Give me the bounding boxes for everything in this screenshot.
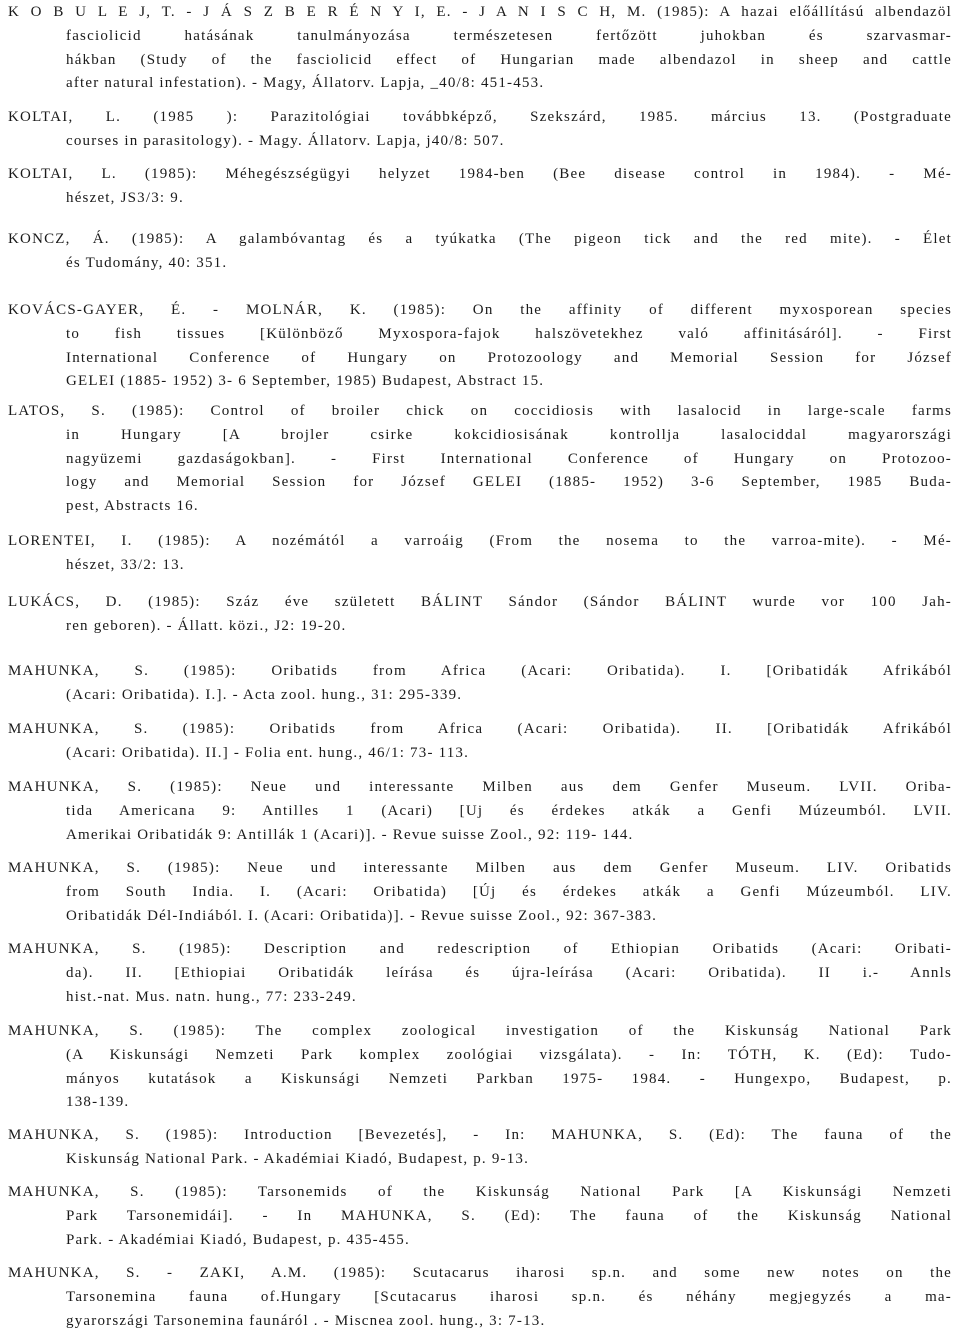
entry-continuation-line: és Tudomány, 40: 351. [66, 254, 228, 271]
entry-continuation-line: Oribatidák Dél-Indiából. I. (Acari: Oribatida)]. - Revue suisse Zool., 92: 367-383. [66, 907, 658, 924]
entry-continuation-line: tida Americana 9: Antilles 1 (Acari) [Uj és érdekes atkák a Genfi Múzeumból. LVII. [66, 802, 952, 819]
entry-heading-line: LUKÁCS, D. (1985): Száz éve született BÁLINT Sándor (Sándor BÁLINT wurde vor 100 Jah- [8, 594, 952, 610]
bibliography-entry [8, 1124, 952, 1172]
bibliography-entry [8, 1262, 952, 1333]
entry-heading-line: KONCZ, Á. (1985): A galambóvantag és a tyúkatka (The pigeon tick and the red mite). - Élet [8, 231, 952, 247]
bibliography-entry [8, 1, 952, 96]
entry-continuation-line: Amerikai Oribatidák 9: Antillák 1 (Acari)]. - Revue suisse Zool., 92: 119- 144. [66, 826, 634, 843]
entry-continuation-line: fasciolicid hatásának tanulmányozása természetesen fertőzött juhokban és szarvasmar- [66, 27, 952, 44]
entry-heading-line: MAHUNKA, S. (1985): Neue und interessante Milben aus dem Genfer Museum. LIV. Oribatids [8, 860, 952, 876]
bibliography-entry [8, 1020, 952, 1115]
entry-continuation-line: hákban (Study of the fasciolicid effect of Hungarian made albendazol in sheep and cattle [66, 51, 952, 68]
bibliography-entry [8, 660, 952, 708]
entry-continuation-line: hészet, JS3/3: 9. [66, 189, 184, 206]
entry-heading-line: MAHUNKA, S. - ZAKI, A.M. (1985): Scutacarus iharosi sp.n. and some new notes on the [8, 1265, 952, 1281]
entry-heading-line: K O B U L E J, T. - J Á S Z B E R É N Y I, E. - J A N I S C H, M. (1985): A hazai előállítású albendazöl [8, 4, 952, 20]
entry-continuation-line: nagyüzemi gazdaságokban]. - First International Conference of Hungary on Protozoo- [66, 450, 952, 467]
bibliography-entry [8, 228, 952, 276]
entry-continuation-line: mányos kutatások a Kiskunsági Nemzeti Parkban 1975- 1984. - Hungexpo, Budapest, p. [66, 1070, 952, 1087]
entry-continuation-line: gyarországi Tarsonemina faunáról . - Miscnea zool. hung., 3: 7-13. [66, 1312, 546, 1329]
entry-continuation-line: from South India. I. (Acari: Oribatida) [Új és érdekes atkák a Genfi Múzeumból. LIV. [66, 883, 952, 900]
bibliography-entry [8, 1181, 952, 1252]
entry-continuation-line: in Hungary [A brojler csirke kokcidiosisának kontrollja lasalociddal magyarországi [66, 426, 952, 443]
entry-heading-line: MAHUNKA, S. (1985): Oribatids from Africa (Acari: Oribatida). II. [Oribatidák Afrikából [8, 721, 952, 737]
entry-continuation-line: pest, Abstracts 16. [66, 498, 199, 515]
bibliography-entry [8, 530, 952, 578]
entry-continuation-line: to fish tissues [Különböző Myxospora-fajok halszövetekhez való affinitásáról]. - First [66, 325, 952, 342]
entry-continuation-line: (A Kiskunsági Nemzeti Park komplex zoológiai vizsgálata). - In: TÓTH, K. (Ed): Tudo- [66, 1046, 952, 1063]
bibliography-entry [8, 938, 952, 1009]
entry-continuation-line: Tarsonemina fauna of.Hungary [Scutacarus iharosi sp.n. és néhány megjegyzés a ma- [66, 1288, 952, 1305]
entry-heading-line: LATOS, S. (1985): Control of broiler chick on coccidiosis with lasalocid in large-scale farms [8, 403, 952, 419]
bibliography-entry [8, 400, 952, 519]
bibliography-entry [8, 591, 952, 639]
entry-heading-line: MAHUNKA, S. (1985): Tarsonemids of the Kiskunság National Park [A Kiskunsági Nemzeti [8, 1184, 952, 1200]
entry-heading-line: KOLTAI, L. (1985): Méhegészségügyi helyzet 1984-ben (Bee disease control in 1984). - Mé- [8, 166, 952, 182]
entry-heading-line: KOLTAI, L. (1985 ): Parazitológiai továbbképző, Szekszárd, 1985. március 13. (Postgraduate [8, 109, 952, 125]
bibliography-entry [8, 857, 952, 928]
entry-heading-line: KOVÁCS-GAYER, É. - MOLNÁR, K. (1985): On the affinity of different myxosporean species [8, 302, 952, 318]
bibliography-entry [8, 299, 952, 394]
bibliography-entry [8, 718, 952, 766]
entry-heading-line: MAHUNKA, S. (1985): Description and redescription of Ethiopian Oribatids (Acari: Oribati- [8, 941, 952, 957]
entry-continuation-line: Kiskunság National Park. - Akadémiai Kiadó, Budapest, p. 9-13. [66, 1150, 530, 1167]
entry-continuation-line: Park Tarsonemidái]. - In MAHUNKA, S. (Ed): The fauna of the Kiskunság National [66, 1207, 952, 1224]
entry-heading-line: LORENTEI, I. (1985): A nozémától a varroáig (From the nosema to the varroa-mite). - Mé- [8, 533, 952, 549]
entry-continuation-line: (Acari: Oribatida). I.]. - Acta zool. hung., 31: 295-339. [66, 686, 463, 703]
bibliography-entry [8, 106, 952, 154]
entry-continuation-line: logy and Memorial Session for József GELEI (1885- 1952) 3-6 September, 1985 Buda- [66, 474, 952, 491]
entry-heading-line: MAHUNKA, S. (1985): Oribatids from Africa (Acari: Oribatida). I. [Oribatidák Afrikából [8, 663, 952, 679]
entry-continuation-line: 138-139. [66, 1094, 130, 1111]
entry-continuation-line: da). II. [Ethiopiai Oribatidák leírása és újra-leírása (Acari: Oribatida). II i.- Annls [66, 964, 952, 981]
entry-heading-line: MAHUNKA, S. (1985): The complex zoological investigation of the Kiskunság National Park [8, 1023, 952, 1039]
bibliography-entry [8, 776, 952, 847]
entry-heading-line: MAHUNKA, S. (1985): Neue und interessante Milben aus dem Genfer Museum. LVII. Oriba- [8, 779, 952, 795]
entry-continuation-line: (Acari: Oribatida). II.] - Folia ent. hung., 46/1: 73- 113. [66, 744, 470, 761]
entry-continuation-line: after natural infestation). - Magy, Állatorv. Lapja, _40/8: 451-453. [66, 75, 545, 92]
entry-continuation-line: courses in parasitology). - Magy. Állatorv. Lapja, j40/8: 507. [66, 132, 505, 149]
bibliography-entry [8, 163, 952, 211]
entry-continuation-line: hist.-nat. Mus. natn. hung., 77: 233-249. [66, 988, 357, 1005]
entry-continuation-line: International Conference of Hungary on Protozoology and Memorial Session for József [66, 349, 952, 366]
entry-continuation-line: Park. - Akadémiai Kiadó, Budapest, p. 435-455. [66, 1231, 410, 1248]
entry-heading-line: MAHUNKA, S. (1985): Introduction [Bevezetés], - In: MAHUNKA, S. (Ed): The fauna of the [8, 1127, 952, 1143]
entry-continuation-line: GELEI (1885- 1952) 3- 6 September, 1985) Budapest, Abstract 15. [66, 373, 545, 390]
entry-continuation-line: ren geboren). - Állatt. közi., J2: 19-20. [66, 617, 347, 634]
entry-continuation-line: hészet, 33/2: 13. [66, 556, 185, 573]
